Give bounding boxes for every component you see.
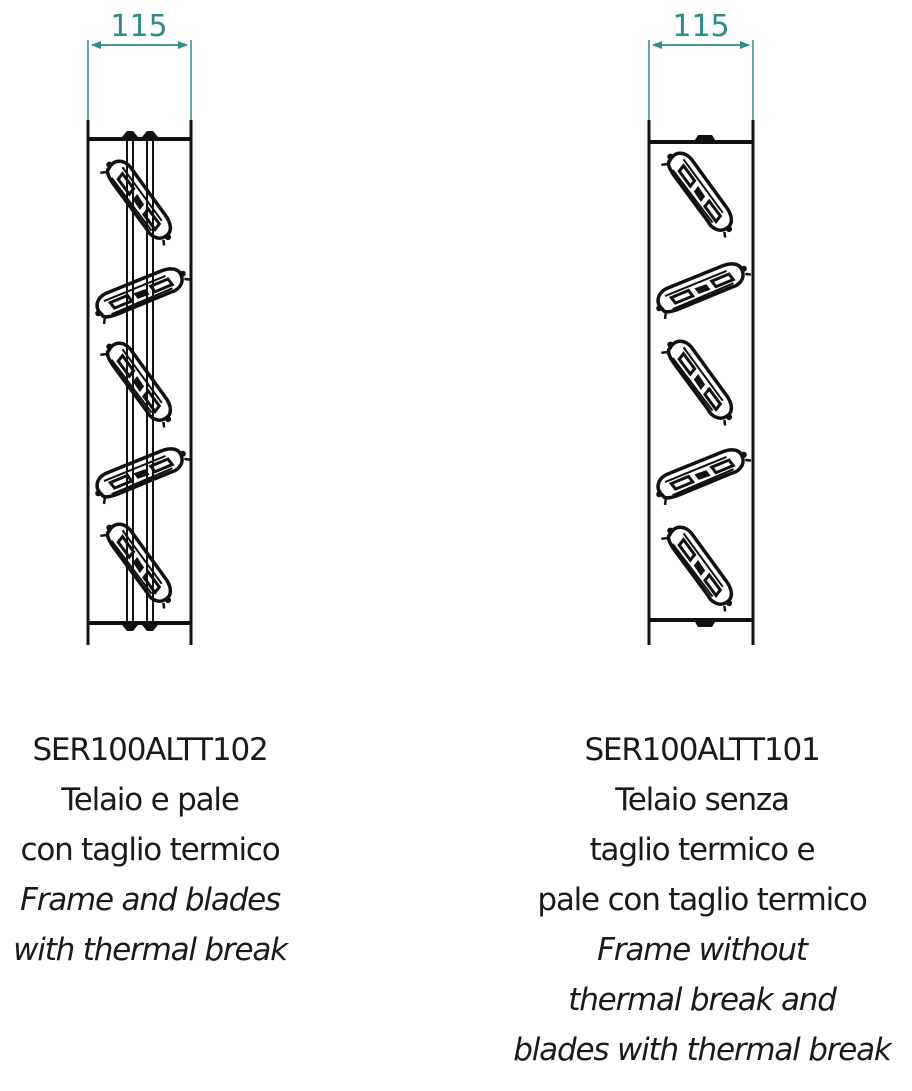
left-italian-line-2: con taglio termico <box>20 832 280 868</box>
right-italian-line-3: pale con taglio termico <box>537 882 867 918</box>
left-blades <box>88 154 190 609</box>
right-dimension <box>649 9 753 120</box>
left-blade-1 <box>88 154 190 246</box>
right-blade-4 <box>650 427 752 519</box>
left-english-line-1: Frame and blades <box>20 882 280 918</box>
left-caption <box>0 725 300 975</box>
left-blade-2 <box>89 246 191 338</box>
right-blade-3 <box>649 334 751 426</box>
right-blade-2 <box>650 241 752 333</box>
right-english-line-2: thermal break and <box>568 982 836 1018</box>
left-dimension <box>88 9 191 120</box>
left-italian-line-1: Telaio e pale <box>61 782 239 818</box>
right-english-line-1: Frame without <box>597 932 807 968</box>
left-dimension-value: 115 <box>110 9 168 44</box>
left-english-line-2: with thermal break <box>13 932 287 968</box>
right-blade-1 <box>649 146 751 238</box>
right-italian-line-2: taglio termico e <box>589 832 815 868</box>
right-blade-5 <box>649 520 751 612</box>
left-blade-4 <box>89 426 191 518</box>
right-dimension-value: 115 <box>672 9 730 44</box>
right-product-code: SER100ALTT101 <box>584 732 820 768</box>
left-product-code: SER100ALTT102 <box>32 732 268 768</box>
left-blade-3 <box>88 336 190 428</box>
right-blades <box>649 146 751 612</box>
right-english-line-3: blades with thermal break <box>513 1032 891 1068</box>
left-blade-5 <box>88 517 190 609</box>
right-caption <box>500 725 904 1075</box>
right-italian-line-1: Telaio senza <box>615 782 789 818</box>
